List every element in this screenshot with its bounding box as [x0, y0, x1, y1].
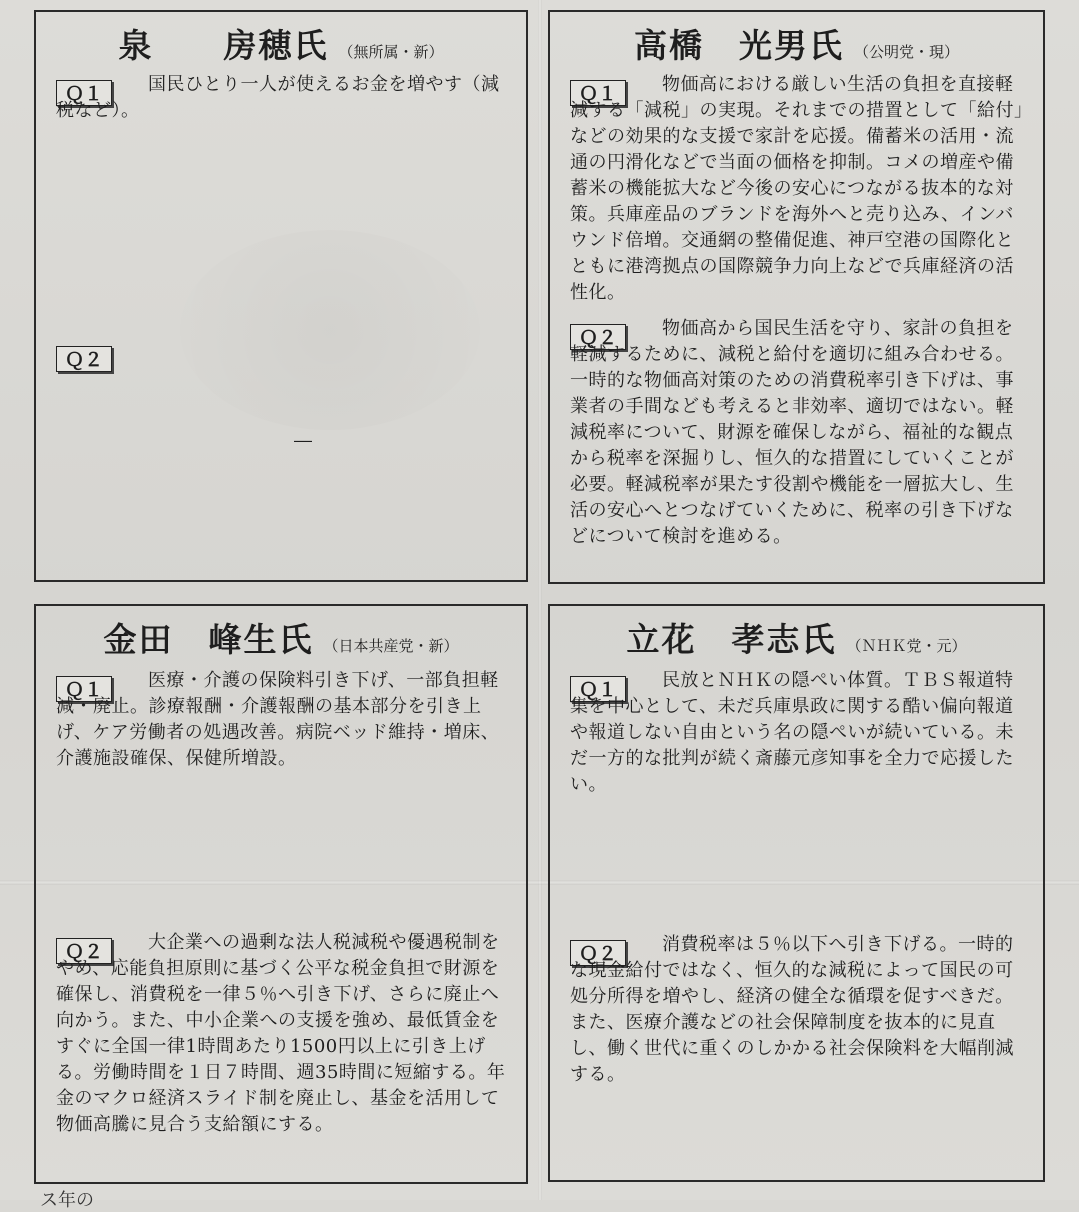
q1-answer: 国民ひとり一人が使えるお金を増やす（減税など）。 — [56, 74, 500, 121]
footer-fragment: ス年の — [40, 1190, 94, 1211]
q1-label: Ｑ１ — [570, 676, 626, 702]
candidate-name: 金田 峰生氏 — [103, 620, 314, 659]
q2-answer: 物価高から国民生活を守り、家計の負担を軽減するために、減税と給付を適切に組み合わせる。一時的な物価高対策のための消費税率引き下げは、事業者の手間なども考えると非効率、適切ではない。軽減税率について、財源を確保しながら、福祉的な観点から税率を深掘りし、恒久的な措置にしていくことが必要。軽減税率が果たす役割や機能を一層拡大し、生活の安心へとつなげていくために、税率の引き下げなどについて検討を進める。 — [570, 318, 1014, 547]
q1-answer: 医療・介護の保険料引き下げ、一部負担軽減・廃止。診療報酬・介護報酬の基本部分を引き上げ、ケア労働者の処遇改善。病院ベッド維持・増床、介護施設確保、保健所増設。 — [56, 670, 500, 769]
candidate-party: （無所属・新） — [338, 43, 444, 61]
candidate-panel-kaneda — [34, 604, 528, 1184]
candidate-party: （公明党・現） — [853, 43, 959, 61]
candidate-header — [36, 20, 526, 66]
candidate-panel-izumi — [34, 10, 528, 582]
q1-answer: 物価高における厳しい生活の負担を直接軽減する「減税」の実現。それまでの措置として「給付」などの効果的な支援で家計を応援。備蓄米の活用・流通の円滑化などで当面の価格を抑制。コメの増産や備蓄米の機能拡大など今後の安心につながる抜本的な対策。兵庫産品のブランドを海外へと売り込み、インバウンド倍増。交通網の整備促進、神戸空港の国際化とともに港湾拠点の国際競争力向上などで兵庫経済の活性化。 — [570, 74, 1024, 303]
q2-answer: ― — [294, 430, 312, 451]
candidate-header — [36, 614, 526, 660]
q2-answer: 大企業への過剰な法人税減税や優遇税制をやめ、応能負担原則に基づく公平な税金負担で財源を確保し、消費税を一律５％へ引き下げ、さらに廃止へ向かう。また、中小企業への支援を強め、最低賃金をすぐに全国一律1時間あたり1500円以上に引き上げる。労働時間を１日７時間、週35時間に短縮する。年金のマクロ経済スライド制を廃止し、基金を活用して物価高騰に見合う支給額にする。 — [56, 932, 506, 1135]
q1-label: Ｑ１ — [570, 80, 626, 106]
q2-answer: 消費税率は５％以下へ引き下げる。一時的な現金給付ではなく、恒久的な減税によって国民の可処分所得を増やし、経済の健全な循環を促すべきだ。また、医療介護などの社会保障制度を抜本的に見直し、働く世代に重くのしかかる社会保険料を大幅削減する。 — [570, 934, 1014, 1085]
q1-answer: 民放とＮＨＫの隠ぺい体質。ＴＢＳ報道特集を中心として、未だ兵庫県政に関する酷い偏向報道や報道しない自由という名の隠ぺいが続いている。未だ一方的な批判が続く斎藤元彦知事を全力で応援したい。 — [570, 670, 1014, 795]
candidate-name: 高橋 光男氏 — [633, 26, 844, 65]
candidate-party: （日本共産党・新） — [323, 637, 459, 655]
q2-label: Ｑ２ — [570, 940, 626, 966]
candidate-name: 泉 房穂氏 — [118, 26, 329, 65]
candidate-header — [550, 614, 1043, 660]
q1-label: Ｑ１ — [56, 676, 112, 702]
q2-label: Ｑ２ — [570, 324, 626, 350]
candidate-panel-takahashi — [548, 10, 1045, 584]
paper-fold-vertical — [538, 0, 542, 1200]
candidate-header — [550, 20, 1043, 66]
q1-label: Ｑ１ — [56, 80, 112, 106]
candidate-name: 立花 孝志氏 — [626, 620, 837, 659]
candidate-party: （ＮＨＫ党・元） — [846, 637, 967, 655]
q2-label: Ｑ２ — [56, 938, 112, 964]
candidate-panel-tachibana — [548, 604, 1045, 1182]
q2-label: Ｑ２ — [56, 346, 112, 372]
